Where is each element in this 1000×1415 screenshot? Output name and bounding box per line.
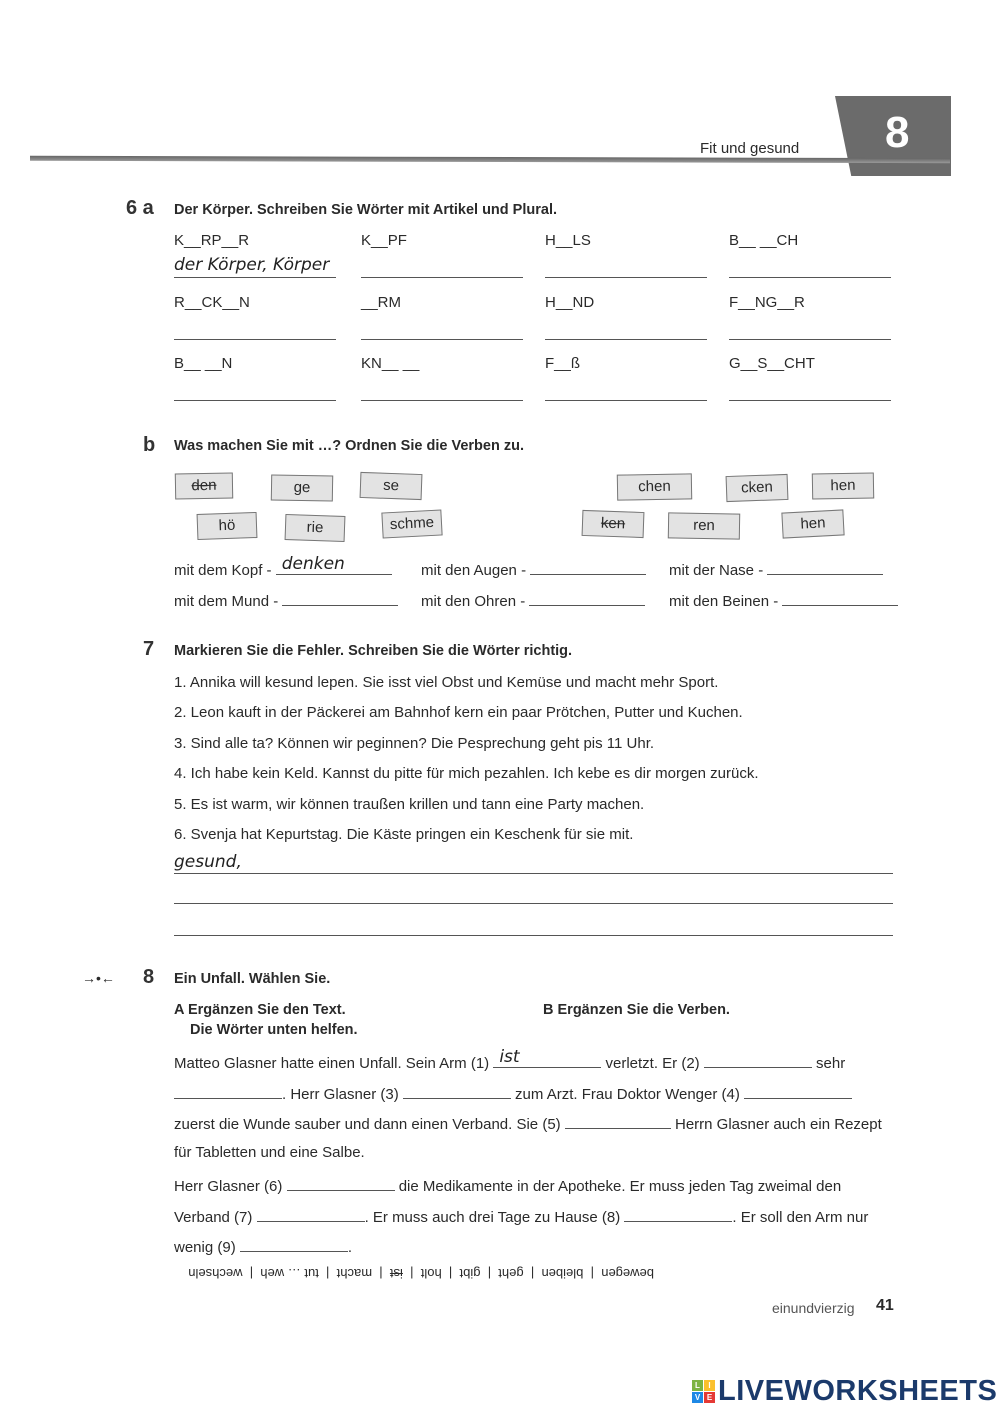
exercise-number: 7 xyxy=(143,638,155,660)
sentence: 1. Annika will kesund lepen. Sie isst viel Obst und Kemüse und macht mehr Sport. xyxy=(174,674,719,691)
word-prompt: K__PF xyxy=(361,232,407,249)
word-prompt: F__ß xyxy=(545,355,581,372)
blank-8[interactable] xyxy=(624,1207,732,1222)
page-word: einundvierzig xyxy=(772,1300,855,1316)
word-prompt: K__RP__R xyxy=(174,232,250,249)
syllable-tile[interactable]: chen xyxy=(617,473,692,500)
word-bank-item: gibt xyxy=(459,1266,481,1281)
arrows-inward-icon: →•← xyxy=(82,970,115,986)
text-line: Herr Glasner (6) die Medikamente in der Apotheke. Er muss jeden Tag zweimal den xyxy=(174,1178,842,1195)
answer-text[interactable]: der Körper, Körper xyxy=(174,255,330,275)
answer-blank[interactable]: denken xyxy=(276,560,392,575)
word-bank-item: geht xyxy=(498,1266,524,1281)
answer-line[interactable] xyxy=(361,400,523,401)
answer-line[interactable] xyxy=(729,339,891,340)
word-bank-item: ist xyxy=(389,1266,403,1281)
text-line: . Herr Glasner (3) zum Arzt. Frau Doktor Wenger (4) xyxy=(174,1084,852,1103)
word-prompt: H__LS xyxy=(545,232,591,249)
blank-2b[interactable] xyxy=(174,1084,282,1099)
exercise-number: b xyxy=(143,434,156,456)
word-prompt: __RM xyxy=(361,294,402,311)
word-bank-upside-down xyxy=(174,1266,654,1281)
blank-7[interactable] xyxy=(257,1207,365,1222)
exercise-number: 6 a xyxy=(126,197,154,219)
word-bank-item: macht xyxy=(336,1266,373,1281)
syllable-tile[interactable]: ren xyxy=(668,512,740,539)
chapter-number: 8 xyxy=(885,108,910,157)
blank-1[interactable]: ist xyxy=(493,1053,601,1068)
exercise-instruction: Der Körper. Schreiben Sie Wörter mit Artikel und Plural. xyxy=(174,202,557,218)
syllable-tile[interactable]: ken xyxy=(582,510,645,538)
answer-line[interactable] xyxy=(545,277,707,278)
verb-prompt xyxy=(669,591,898,610)
answer-line[interactable] xyxy=(174,935,893,936)
word-prompt: KN__ __ xyxy=(361,355,420,372)
word-bank-item: holt xyxy=(420,1266,442,1281)
answer-line[interactable] xyxy=(729,400,891,401)
exercise-instruction: Was machen Sie mit …? Ordnen Sie die Verben zu. xyxy=(174,438,524,454)
sentence: 4. Ich habe kein Keld. Kannst du pitte für mich pezahlen. Ich kebe es dir morgen zurück. xyxy=(174,765,759,783)
separator: | xyxy=(242,1266,261,1281)
blank-2[interactable] xyxy=(704,1053,812,1068)
verb-prompt xyxy=(669,560,883,579)
sentence: 6. Svenja hat Kepurtstag. Die Käste pringen ein Keschenk für sie mit. xyxy=(174,826,634,843)
blank-3[interactable] xyxy=(403,1084,511,1099)
prompt-label: mit den Augen - xyxy=(421,562,527,579)
word-prompt: B__ __CH xyxy=(729,232,799,249)
answer-blank[interactable] xyxy=(782,591,898,606)
separator: | xyxy=(318,1266,337,1281)
sentence: 5. Es ist warm, wir können traußen krillen und tann eine Party machen. xyxy=(174,795,645,813)
syllable-tile[interactable]: hen xyxy=(812,472,874,499)
syllable-tile[interactable]: hen xyxy=(781,509,844,538)
option-a-subheading: Die Wörter unten helfen. xyxy=(190,1022,358,1038)
answer-line[interactable] xyxy=(174,873,893,874)
syllable-tile[interactable]: schme xyxy=(381,509,442,538)
text-line: Matteo Glasner hatte einen Unfall. Sein Arm (1) ist verletzt. Er (2) sehr xyxy=(174,1047,846,1072)
separator: | xyxy=(583,1266,602,1281)
answer-line[interactable] xyxy=(545,339,707,340)
header-rule xyxy=(30,156,950,163)
syllable-tile[interactable]: se xyxy=(360,472,423,500)
answer-line[interactable] xyxy=(174,400,336,401)
prompt-label: mit dem Kopf - xyxy=(174,562,272,579)
word-bank-item: bewegen xyxy=(601,1266,654,1281)
chapter-title: Fit und gesund xyxy=(700,140,800,157)
text-line: zuerst die Wunde sauber und dann einen Verband. Sie (5) Herrn Glasner auch ein Rezept xyxy=(174,1116,882,1133)
syllable-tile[interactable]: ge xyxy=(271,474,333,501)
answer-line[interactable] xyxy=(174,277,336,278)
answer-line[interactable] xyxy=(729,277,891,278)
word-bank-item: bleiben xyxy=(541,1266,584,1281)
blank-6[interactable] xyxy=(287,1176,395,1191)
prompt-label: mit dem Mund - xyxy=(174,593,279,610)
word-prompt: F__NG__R xyxy=(729,294,805,311)
syllable-tile[interactable]: den xyxy=(175,472,233,499)
answer-line[interactable] xyxy=(361,277,523,278)
separator: | xyxy=(480,1266,499,1281)
syllable-tile[interactable]: hö xyxy=(197,512,258,540)
separator: | xyxy=(523,1266,542,1281)
answer-blank[interactable] xyxy=(530,560,646,575)
blank-4[interactable] xyxy=(744,1084,852,1099)
exercise-instruction: Ein Unfall. Wählen Sie. xyxy=(174,971,331,987)
prompt-label: mit den Ohren - xyxy=(421,593,526,610)
word-prompt: R__CK__N xyxy=(174,294,250,311)
answer-line[interactable] xyxy=(545,400,707,401)
exercise-instruction: Markieren Sie die Fehler. Schreiben Sie die Wörter richtig. xyxy=(174,643,573,659)
word-prompt: H__ND xyxy=(545,294,595,311)
text-line: wenig (9) . xyxy=(174,1239,353,1256)
sentence: 2. Leon kauft in der Päckerei am Bahnhof kern ein paar Prötchen, Putter und Kuchen. xyxy=(174,704,743,722)
separator: | xyxy=(402,1266,421,1281)
verb-prompt xyxy=(421,560,646,579)
liveworksheets-logo: L I V E LIVEWORKSHEETS xyxy=(692,1375,997,1408)
verb-prompt xyxy=(421,591,645,610)
answer-line[interactable] xyxy=(174,339,336,340)
blank-9[interactable] xyxy=(240,1237,348,1252)
exercise-number: 8 xyxy=(143,966,155,988)
separator: | xyxy=(372,1266,390,1281)
answer-blank[interactable] xyxy=(767,560,883,575)
text-line: Verband (7) . Er muss auch drei Tage zu Hause (8) . Er soll den Arm nur xyxy=(174,1209,869,1226)
page-number: 41 xyxy=(876,1297,894,1314)
text-line: für Tabletten und eine Salbe. xyxy=(174,1144,365,1161)
verb-prompt xyxy=(174,554,392,579)
word-prompt: B__ __N xyxy=(174,355,233,372)
verb-prompt xyxy=(174,591,398,610)
prompt-label: mit der Nase - xyxy=(669,562,764,579)
syllable-tile[interactable]: rie xyxy=(285,514,346,542)
separator: | xyxy=(441,1266,460,1281)
prompt-label: mit den Beinen - xyxy=(669,593,779,610)
syllable-tile[interactable]: cken xyxy=(726,474,789,502)
blank-5[interactable] xyxy=(565,1114,671,1129)
sentence: 3. Sind alle ta? Können wir peginnen? Die Pesprechung geht pis 11 Uhr. xyxy=(174,734,655,752)
word-bank-item: tut … weh xyxy=(260,1266,319,1281)
answer-blank[interactable] xyxy=(282,591,398,606)
answer-blank[interactable] xyxy=(529,591,645,606)
answer-text[interactable]: gesund, xyxy=(174,852,242,872)
answer-line[interactable] xyxy=(174,903,893,904)
option-b-heading: B Ergänzen Sie die Verben. xyxy=(543,1002,730,1018)
option-a-heading: A Ergänzen Sie den Text. xyxy=(174,1002,346,1018)
answer-line[interactable] xyxy=(361,339,523,340)
word-prompt: G__S__CHT xyxy=(729,355,815,372)
word-bank-item: wechseln xyxy=(188,1266,243,1281)
